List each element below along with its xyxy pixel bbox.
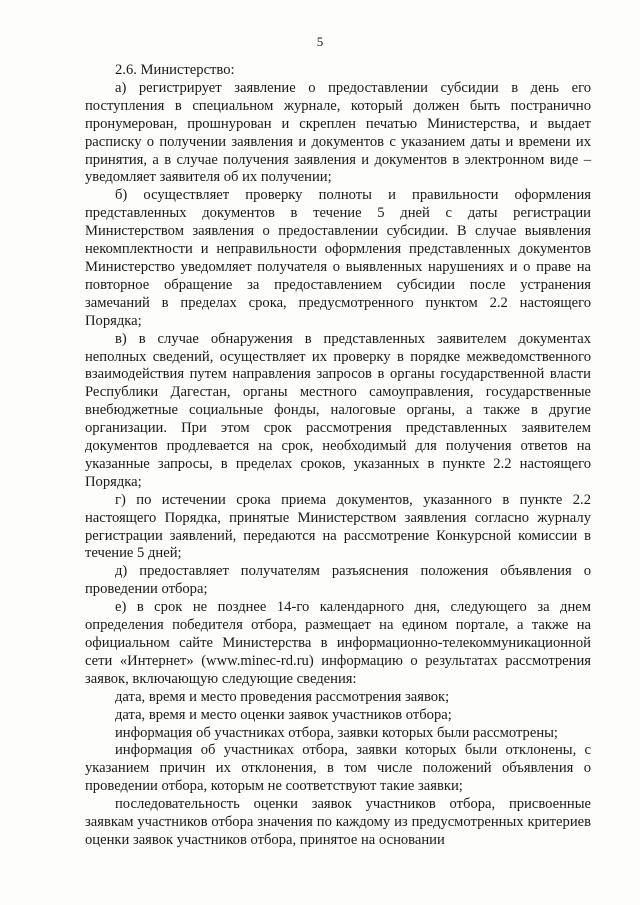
paragraph-e: е) в срок не позднее 14-го календарного дня, следующего за днем определения победителя отбора, размещает на едином портале, а также на официальном сайте Министерства в информационно-телекоммуникационной сети «Интернет» (www.minec-rd.ru) информацию о результатах рассмотрения заявок, включающую следующие сведения: [85,599,591,687]
paragraph-a: а) регистрирует заявление о предоставлении субсидии в день его поступления в специальном журнале, который должен быть постранично пронумерован, прошнурован и скреплен печатью Министерства, и выдает расписку о получении заявления и документов с указанием даты и времени их принятия, а в случае получения заявления и документов в электронном виде – уведомляет заявителя об их получении; [85,79,591,186]
paragraph-b: б) осуществляет проверку полноты и правильности оформления представленных документов в течение 5 дней с даты регистрации Министерством заявления о предоставлении субсидии. В случае выявления некомплектности и неправильности оформления представленных документов Министерство уведомляет получателя о выявленных нарушениях и о праве на повторное обращение за предоставлением субсидии после устранения замечаний в пределах срока, предусмотренного пунктом 2.2 настоящего Порядка; [85,187,591,329]
list-item: последовательность оценки заявок участников отбора, присвоенные заявкам участников отбора значения по каждому из предусмотренных критериев оценки заявок участников отбора, принятое на основании [85,796,591,848]
list-item: дата, время и место проведения рассмотрения заявок; [115,688,450,705]
paragraph-d: д) предоставляет получателям разъяснения положения объявления о проведении отбора; [85,563,591,598]
list-item: информация об участниках отбора, заявки которых были отклонены, с указанием причин их отклонения, в том числе положений объявления о проведении отбора, которым не соответствуют такие заявки; [85,742,591,795]
list-item: дата, время и место оценки заявок участников отбора; [115,706,452,723]
paragraph-g: г) по истечении срока приема документов, указанного в пункте 2.2 настоящего Порядка, принятые Министерством заявления согласно журналу регистрации заявлений, передаются на рассмотрение Конкурсной комиссии в течение 5 дней; [85,491,591,562]
page-number: 5 [316,34,324,49]
document-body [85,62,591,850]
section-heading: 2.6. Министерство: [115,62,235,78]
paragraph-v: в) в случае обнаружения в представленных заявителем документах неполных сведений, осуществляет их проверку в порядке межведомственного взаимодействия путем направления запросов в органы государственной власти Республики Дагестан, органы местного самоуправления, государственные внебюджетные социальные фонды, налоговые органы, а также в другие организации. При этом срок рассмотрения представленных заявителем документов продлевается на срок, необходимый для получения ответов на указанные запросы, в пределах сроков, указанных в пункте 2.2 настоящего Порядка; [85,330,591,490]
list-item: информация об участниках отбора, заявки которых были рассмотрены; [115,724,558,741]
